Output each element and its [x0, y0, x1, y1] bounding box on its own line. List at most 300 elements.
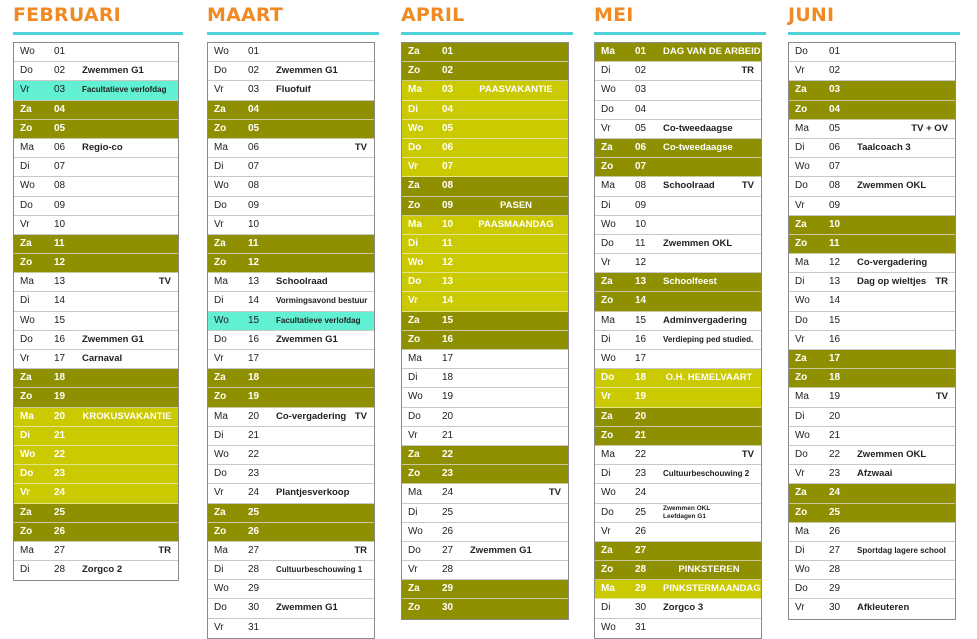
day-number: 08	[54, 180, 66, 192]
day-number: 18	[635, 372, 647, 384]
day-row	[208, 158, 374, 177]
day-number: 07	[635, 161, 647, 173]
weekday-label: Za	[601, 276, 613, 288]
day-row	[595, 408, 761, 427]
day-number: 22	[829, 448, 841, 460]
meeting-tag: TR	[935, 276, 948, 288]
day-number: 18	[829, 372, 841, 384]
day-number: 10	[54, 218, 66, 230]
weekday-label: Do	[214, 333, 227, 345]
weekday-label: Ma	[214, 276, 228, 288]
weekday-label: Za	[601, 544, 613, 556]
weekday-label: Zo	[20, 257, 33, 269]
day-row	[208, 542, 374, 561]
meeting-tag: TV	[935, 391, 948, 403]
meeting-tag: TV	[548, 487, 561, 499]
weekday-label: Ma	[795, 391, 809, 403]
weekday-label: Zo	[214, 257, 227, 269]
weekday-label: Vr	[214, 218, 224, 230]
day-number: 14	[442, 295, 454, 307]
weekday-label: Wo	[20, 314, 35, 326]
day-number: 02	[54, 65, 66, 77]
day-number: 26	[248, 525, 260, 537]
day-number: 13	[248, 276, 260, 288]
day-row	[789, 523, 955, 542]
weekday-label: Wo	[795, 161, 810, 173]
day-number: 16	[442, 333, 454, 345]
day-row	[208, 235, 374, 254]
day-number: 10	[635, 218, 647, 230]
weekday-label: Di	[20, 295, 30, 307]
day-row	[789, 504, 955, 523]
weekday-label: Di	[408, 237, 418, 249]
day-table	[13, 42, 179, 581]
day-number: 16	[635, 333, 647, 345]
day-number: 20	[635, 410, 647, 422]
weekday-label: Ma	[601, 46, 615, 57]
day-row	[595, 62, 761, 81]
day-row	[208, 177, 374, 196]
day-row	[789, 62, 955, 81]
day-row	[789, 197, 955, 216]
day-table	[207, 42, 375, 639]
weekday-label: Ma	[408, 353, 422, 364]
day-row	[789, 101, 955, 120]
weekday-label: Do	[408, 544, 421, 556]
day-row	[402, 484, 568, 503]
day-number: 02	[248, 65, 260, 77]
day-row	[208, 523, 374, 542]
day-number: 01	[54, 46, 66, 57]
day-number: 27	[54, 544, 66, 556]
day-number: 02	[635, 65, 647, 77]
weekday-label: Di	[214, 161, 224, 173]
weekday-label: Do	[601, 372, 615, 384]
weekday-label: Ma	[408, 84, 422, 96]
weekday-label: Za	[408, 583, 420, 595]
day-number: 15	[635, 314, 647, 326]
event-label: Schoolfeest	[663, 276, 717, 288]
day-number: 22	[635, 448, 647, 460]
weekday-label: Do	[20, 65, 33, 77]
day-row	[14, 292, 178, 311]
weekday-label: Vr	[601, 122, 611, 134]
day-number: 13	[442, 276, 454, 288]
weekday-label: Vr	[408, 564, 418, 576]
day-row	[14, 254, 178, 273]
day-row	[595, 465, 761, 484]
weekday-label: Vr	[20, 218, 30, 230]
event-label: Facultatieve verlofdag	[276, 315, 361, 325]
weekday-label: Wo	[408, 525, 423, 537]
day-row	[595, 273, 761, 292]
event-label: Zwemmen G1	[276, 602, 338, 614]
day-number: 15	[54, 314, 66, 326]
day-row	[402, 388, 568, 407]
event-label: PINKSTERMAANDAG	[663, 583, 761, 595]
day-number: 23	[54, 468, 66, 480]
day-row	[208, 484, 374, 503]
day-row	[402, 158, 568, 177]
weekday-label: Zo	[20, 391, 33, 403]
day-row	[789, 120, 955, 139]
day-row	[595, 216, 761, 235]
day-number: 17	[54, 353, 66, 364]
day-row	[14, 561, 178, 580]
day-row	[14, 484, 178, 503]
day-row	[402, 216, 568, 235]
meeting-tag: TR	[158, 544, 171, 556]
day-number: 30	[248, 602, 260, 614]
day-row	[14, 81, 178, 100]
day-number: 15	[248, 314, 260, 326]
weekday-label: Wo	[795, 564, 810, 576]
weekday-label: Zo	[795, 103, 808, 115]
weekday-label: Vr	[20, 487, 31, 499]
day-row	[595, 484, 761, 503]
day-row	[208, 619, 374, 638]
weekday-label: Vr	[601, 391, 612, 403]
day-number: 16	[54, 333, 66, 345]
day-number: 14	[248, 295, 260, 307]
day-number: 23	[829, 468, 841, 480]
weekday-label: Do	[408, 141, 422, 153]
day-row	[14, 235, 178, 254]
day-row	[595, 427, 761, 446]
weekday-label: Za	[408, 314, 420, 326]
day-number: 11	[635, 237, 646, 249]
day-row	[208, 331, 374, 350]
meeting-tag: TV	[741, 180, 754, 192]
day-number: 04	[635, 103, 647, 115]
day-row	[595, 523, 761, 542]
day-number: 30	[442, 602, 454, 614]
month-title: MEI	[594, 4, 634, 26]
day-row	[14, 465, 178, 484]
day-number: 28	[829, 564, 841, 576]
day-number: 10	[829, 218, 841, 230]
day-row	[208, 427, 374, 446]
day-row	[595, 599, 761, 618]
day-row	[595, 388, 761, 407]
day-number: 12	[829, 257, 841, 269]
event-label: Taalcoach 3	[857, 141, 911, 153]
event-label: Fluofuif	[276, 84, 311, 96]
weekday-label: Do	[601, 237, 614, 249]
event-label: PAASVAKANTIE	[479, 84, 553, 96]
day-number: 29	[442, 583, 454, 595]
weekday-label: Wo	[214, 180, 229, 192]
weekday-label: Vr	[20, 84, 30, 96]
weekday-label: Di	[795, 410, 805, 422]
day-row	[14, 312, 178, 331]
day-number: 05	[54, 122, 66, 134]
weekday-label: Vr	[795, 468, 805, 480]
event-label: Afkleuteren	[857, 602, 910, 614]
weekday-label: Di	[795, 141, 805, 153]
day-number: 11	[442, 237, 453, 249]
weekday-label: Ma	[601, 180, 615, 192]
weekday-label: Zo	[601, 295, 614, 307]
day-row	[789, 369, 955, 388]
day-number: 27	[442, 544, 454, 556]
weekday-label: Ma	[20, 410, 34, 422]
day-row	[595, 446, 761, 465]
day-row	[402, 465, 568, 484]
event-label: Zwemmen G1	[276, 65, 338, 77]
weekday-label: Zo	[408, 333, 421, 345]
weekday-label: Di	[601, 468, 611, 480]
day-number: 08	[635, 180, 647, 192]
event-label: PASEN	[499, 199, 533, 211]
day-number: 02	[442, 65, 454, 77]
weekday-label: Za	[408, 46, 420, 57]
day-row	[595, 254, 761, 273]
weekday-label: Ma	[214, 544, 228, 556]
day-row	[402, 312, 568, 331]
weekday-label: Vr	[408, 295, 419, 307]
day-number: 25	[54, 506, 66, 518]
day-row	[789, 235, 955, 254]
day-number: 30	[635, 602, 647, 614]
weekday-label: Wo	[601, 621, 616, 633]
weekday-label: Vr	[795, 65, 805, 77]
day-number: 19	[442, 391, 454, 403]
day-row	[14, 273, 178, 292]
event-label: Zwemmen OKL	[857, 448, 927, 460]
weekday-label: Di	[601, 333, 611, 345]
weekday-label: Di	[601, 602, 611, 614]
day-row	[789, 580, 955, 599]
weekday-label: Za	[20, 506, 32, 518]
weekday-label: Zo	[20, 525, 33, 537]
weekday-label: Wo	[20, 448, 36, 460]
title-underline	[207, 32, 379, 35]
day-row	[14, 120, 178, 139]
title-underline	[401, 32, 573, 35]
weekday-label: Do	[408, 276, 422, 288]
weekday-label: Di	[408, 372, 418, 384]
day-number: 28	[54, 564, 66, 576]
weekday-label: Zo	[601, 564, 614, 576]
weekday-label: Wo	[408, 257, 424, 269]
day-number: 01	[442, 46, 454, 57]
weekday-label: Ma	[795, 257, 809, 269]
weekday-label: Vr	[214, 621, 224, 633]
weekday-label: Wo	[214, 46, 229, 57]
weekday-label: Wo	[795, 429, 810, 441]
weekday-label: Ma	[408, 487, 422, 499]
day-number: 20	[248, 410, 260, 422]
day-number: 06	[54, 141, 66, 153]
day-number: 05	[248, 122, 260, 134]
day-number: 03	[442, 84, 454, 96]
day-row	[402, 446, 568, 465]
event-label: Verdieping ped studied.	[663, 334, 754, 344]
day-number: 11	[54, 237, 65, 249]
day-row	[208, 120, 374, 139]
day-number: 24	[248, 487, 260, 499]
day-number: 10	[442, 218, 454, 230]
weekday-label: Do	[214, 468, 227, 480]
day-row	[402, 254, 568, 273]
event-label: Schoolraad	[663, 180, 715, 192]
day-row	[208, 465, 374, 484]
weekday-label: Zo	[601, 161, 614, 173]
weekday-label: Di	[20, 564, 30, 576]
weekday-label: Do	[20, 333, 33, 345]
event-label: Regio-co	[82, 141, 123, 153]
day-number: 28	[635, 564, 647, 576]
weekday-label: Za	[795, 84, 807, 96]
day-number: 25	[442, 506, 454, 518]
day-row	[14, 504, 178, 523]
day-number: 18	[248, 372, 260, 384]
event-label: Carnaval	[82, 353, 123, 364]
day-number: 17	[635, 353, 647, 364]
day-row	[14, 427, 178, 446]
day-row	[402, 292, 568, 311]
day-number: 29	[829, 583, 841, 595]
weekday-label: Za	[408, 448, 420, 460]
day-row	[595, 101, 761, 120]
day-row	[208, 408, 374, 427]
day-row	[789, 254, 955, 273]
day-row	[595, 619, 761, 638]
weekday-label: Do	[795, 448, 808, 460]
day-row	[789, 427, 955, 446]
day-row	[595, 292, 761, 311]
weekday-label: Di	[214, 295, 224, 307]
weekday-label: Di	[795, 544, 805, 556]
day-number: 03	[635, 84, 647, 96]
day-number: 20	[54, 410, 66, 422]
day-row	[208, 273, 374, 292]
day-row	[208, 312, 374, 331]
weekday-label: Do	[214, 199, 227, 211]
day-row	[595, 561, 761, 580]
event-label: Vormingsavond bestuur	[276, 296, 368, 306]
day-number: 31	[635, 621, 647, 633]
weekday-label: Zo	[214, 391, 227, 403]
day-number: 16	[248, 333, 260, 345]
weekday-label: Zo	[601, 429, 614, 441]
day-row	[402, 81, 568, 100]
day-number: 27	[248, 544, 260, 556]
day-row	[208, 101, 374, 120]
day-row	[14, 542, 178, 561]
day-number: 06	[635, 141, 647, 153]
day-row	[14, 177, 178, 196]
weekday-label: Do	[795, 583, 808, 595]
day-row	[402, 561, 568, 580]
weekday-label: Za	[795, 218, 807, 230]
day-row	[789, 43, 955, 62]
weekday-label: Di	[795, 276, 805, 288]
weekday-label: Vr	[601, 257, 611, 269]
weekday-label: Za	[214, 506, 226, 518]
day-row	[402, 350, 568, 369]
meeting-tag: TV + OV	[911, 122, 948, 134]
day-number: 12	[635, 257, 647, 269]
day-number: 15	[442, 314, 454, 326]
day-row	[402, 331, 568, 350]
weekday-label: Ma	[214, 141, 228, 153]
day-number: 25	[248, 506, 260, 518]
day-row	[208, 561, 374, 580]
day-row	[789, 81, 955, 100]
day-row	[595, 120, 761, 139]
day-number: 21	[829, 429, 841, 441]
weekday-label: Za	[795, 353, 807, 364]
weekday-label: Ma	[408, 218, 422, 230]
weekday-label: Za	[795, 487, 807, 499]
day-row	[14, 388, 178, 407]
weekday-label: Zo	[408, 65, 421, 77]
month-title: MAART	[207, 4, 284, 26]
day-row	[402, 542, 568, 561]
weekday-label: Do	[795, 314, 808, 326]
weekday-label: Za	[214, 237, 226, 249]
day-row	[595, 177, 761, 196]
weekday-label: Vr	[214, 353, 224, 364]
day-row	[789, 484, 955, 503]
event-label: Zwemmen G1	[82, 65, 144, 77]
weekday-label: Zo	[408, 199, 421, 211]
day-number: 24	[635, 487, 647, 499]
day-number: 22	[248, 448, 260, 460]
day-row	[208, 43, 374, 62]
event-label: Zwemmen G1	[470, 544, 532, 556]
weekday-label: Di	[20, 429, 30, 441]
day-row	[595, 580, 761, 599]
day-number: 15	[829, 314, 841, 326]
weekday-label: Vr	[601, 525, 611, 537]
weekday-label: Di	[408, 506, 418, 518]
day-number: 14	[54, 295, 66, 307]
day-row	[14, 43, 178, 62]
day-row	[789, 350, 955, 369]
day-number: 13	[635, 276, 647, 288]
day-number: 29	[248, 583, 260, 595]
day-row	[595, 542, 761, 561]
day-number: 01	[829, 46, 841, 57]
day-row	[595, 81, 761, 100]
day-row	[208, 388, 374, 407]
day-number: 11	[248, 237, 259, 249]
day-row	[595, 197, 761, 216]
day-row	[595, 235, 761, 254]
day-number: 06	[829, 141, 841, 153]
day-row	[208, 139, 374, 158]
weekday-label: Vr	[214, 487, 224, 499]
event-label: Zwemmen OKL	[857, 180, 927, 192]
weekday-label: Vr	[20, 353, 30, 364]
day-number: 26	[635, 525, 647, 537]
day-row	[208, 292, 374, 311]
day-row	[402, 101, 568, 120]
weekday-label: Zo	[20, 122, 33, 134]
day-number: 18	[442, 372, 454, 384]
day-table	[594, 42, 762, 639]
day-row	[14, 158, 178, 177]
day-row	[595, 350, 761, 369]
day-row	[402, 43, 568, 62]
event-label: Schoolraad	[276, 276, 328, 288]
day-row	[402, 427, 568, 446]
day-number: 26	[829, 525, 841, 537]
day-number: 23	[635, 468, 647, 480]
